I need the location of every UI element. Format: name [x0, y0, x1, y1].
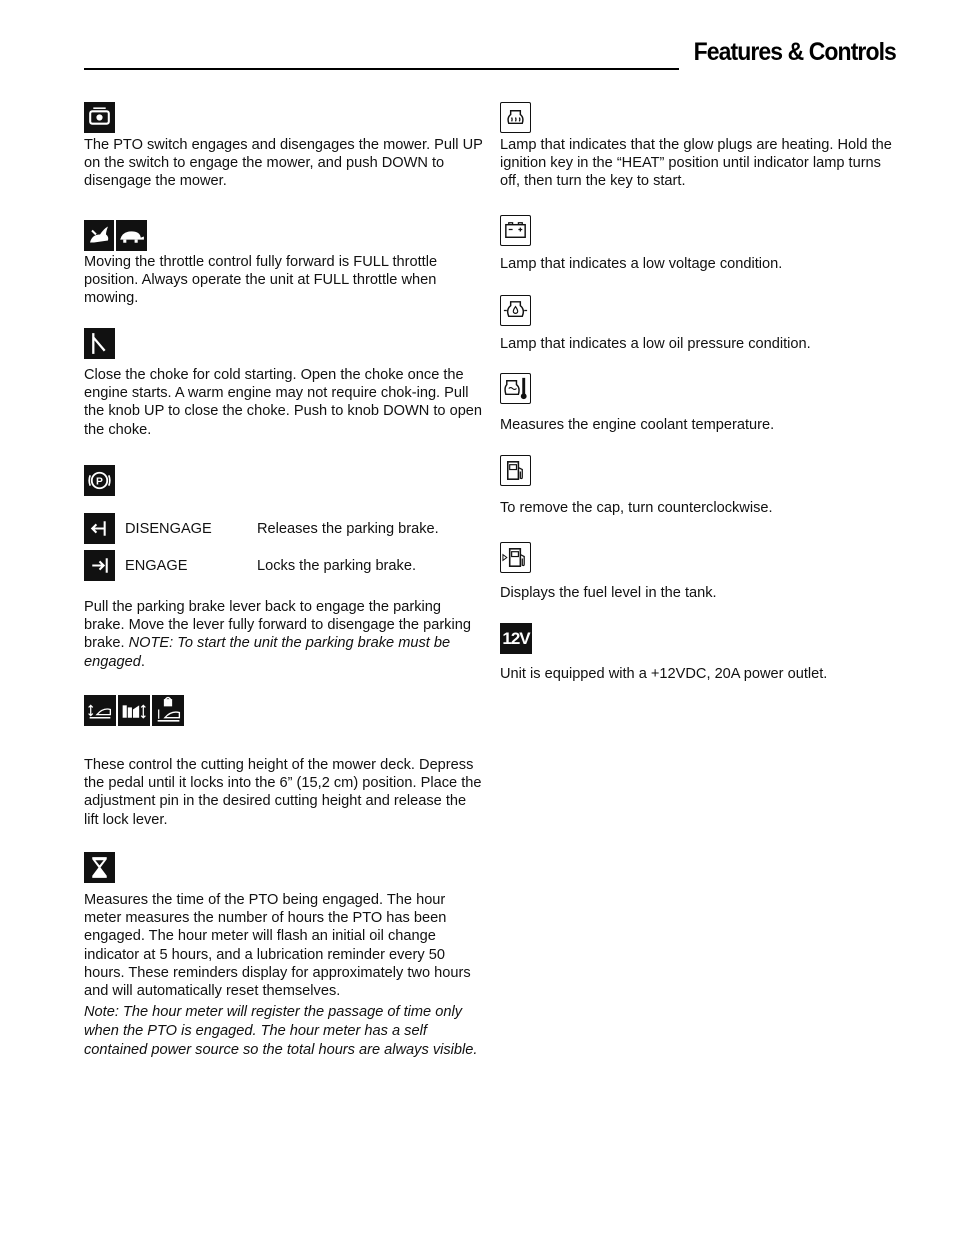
deck-height-icon	[84, 695, 116, 726]
coolant-text: Measures the engine coolant temperature.	[500, 417, 775, 433]
choke-section	[84, 328, 484, 439]
hour-note: Note: The hour meter will register the passage of time only when the PTO is engaged. The hour meter has a self contained power source so the total hours are always visible.	[84, 1004, 478, 1059]
fuelcap-text: To remove the cap, turn counterclockwise.	[500, 500, 773, 516]
engage-desc: Locks the parking brake.	[257, 557, 416, 574]
parking-note-end: .	[140, 653, 145, 670]
fuel-section	[500, 542, 900, 602]
throttle-text: Moving the throttle control fully forward is FULL throttle position. Always operate the unit at FULL throttle when mowing.	[84, 254, 438, 307]
oil-pressure-icon	[500, 295, 531, 326]
voltage-section	[500, 215, 900, 273]
parking-row-engage	[84, 550, 416, 581]
height-pin-icon	[118, 695, 150, 726]
fuel-cap-icon	[500, 455, 531, 486]
parking-text-block	[84, 598, 484, 671]
rabbit-fast-icon	[84, 220, 114, 251]
lift-lock-icon	[152, 695, 184, 726]
fuel-gauge-icon	[500, 542, 531, 573]
choke-icon	[84, 328, 115, 359]
page-title: Features & Controls	[693, 38, 896, 66]
engage-lever-icon	[84, 550, 115, 581]
glow-plug-icon	[500, 102, 531, 133]
svg-text:P: P	[96, 476, 103, 488]
outlet-section	[500, 623, 900, 683]
height-section	[84, 695, 484, 829]
hour-section	[84, 852, 484, 1060]
voltage-text: Lamp that indicates a low voltage condition.	[500, 256, 783, 272]
oil-text: Lamp that indicates a low oil pressure condition.	[500, 336, 811, 352]
parking-note: NOTE: To start the unit the parking brake must be engaged	[84, 635, 451, 670]
battery-icon	[500, 215, 531, 246]
height-text: These control the cutting height of the mower deck. Depress the pedal until it locks into the 6” (15,2 cm) position. Place the adjustment pin in the desired cutting height and release the lift lock lever.	[84, 757, 482, 828]
header-rule	[84, 68, 679, 70]
hour-text: Measures the time of the PTO being engaged. The hour meter measures the number of hours the PTO has been engaged. The hour meter will flash an initial oil change indicator at 5 hours, and a lubrication reminder every 50 hours. These reminders display for approximately two hours and will automatically reset themselves.	[84, 892, 471, 1000]
fuel-text: Displays the fuel level in the tank.	[500, 585, 717, 601]
outlet-text: Unit is equipped with a +12VDC, 20A power outlet.	[500, 666, 828, 682]
disengage-label: DISENGAGE	[125, 520, 212, 537]
choke-text: Close the choke for cold starting. Open the choke once the engine starts. A warm engine may not require chok-ing. Pull the knob UP to close the choke. Push to knob DOWN to open the choke.	[84, 367, 483, 438]
disengage-desc: Releases the parking brake.	[257, 520, 439, 537]
parking-brake-icon	[84, 465, 115, 496]
parking-section	[84, 465, 484, 496]
throttle-section	[84, 220, 484, 308]
oil-section	[500, 295, 900, 353]
coolant-section	[500, 373, 900, 434]
glow-text: Lamp that indicates that the glow plugs are heating. Hold the ignition key in the “HEAT” position until indicator lamp turns off, then turn the key to start.	[500, 137, 892, 190]
pto-switch-icon	[84, 102, 115, 133]
fuelcap-section	[500, 455, 900, 517]
parking-row-disengage	[84, 513, 439, 544]
disengage-lever-icon	[84, 513, 115, 544]
pto-text: The PTO switch engages and disengages the mower. Pull UP on the switch to engage the mower, and push DOWN to disengage the mower.	[84, 137, 483, 190]
power-outlet-icon: 12V	[500, 623, 532, 654]
engage-label: ENGAGE	[125, 557, 188, 574]
hourglass-icon	[84, 852, 115, 883]
coolant-temp-icon	[500, 373, 531, 404]
parking-text-main: Pull the parking brake lever back to engage the parking brake. Move the lever fully forward to disengage the parking brake.	[84, 599, 471, 652]
parking-text	[84, 598, 484, 671]
glow-section	[500, 102, 900, 191]
turtle-slow-icon	[116, 220, 147, 251]
pto-section	[84, 102, 484, 191]
